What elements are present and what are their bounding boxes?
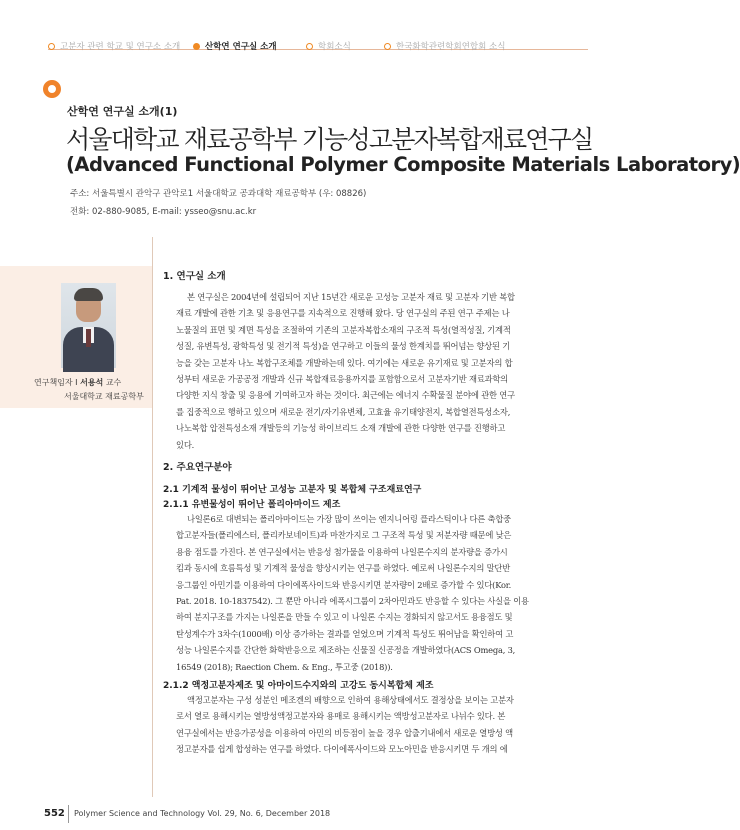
profile-caption: [34, 377, 121, 388]
nav-item-news[interactable]: 학회소식: [306, 40, 351, 52]
journal-citation: Polymer Science and Technology Vol. 29, No. 6, December 2018: [74, 809, 331, 818]
profile-position: 교수: [105, 378, 122, 387]
nav-dot-icon: [306, 43, 313, 50]
nav-item-lab-intro[interactable]: 산학연 연구실 소개: [193, 40, 277, 52]
column-divider: [152, 237, 153, 797]
section-tag: 산학연 연구실 소개(1): [67, 105, 178, 118]
footer-divider: [68, 805, 69, 823]
section-1-heading: 1. 연구실 소개: [163, 271, 226, 282]
page-number: 552: [44, 808, 65, 819]
profile-affiliation: 서울대학교 재료공학부: [64, 392, 144, 401]
page-title-korean: 서울대학교 재료공학부 기능성고분자복합재료연구실: [66, 125, 593, 154]
nav-item-school[interactable]: 고분자 관련 학교 및 연구소 소개: [48, 40, 180, 52]
contact-info: 전화: 02-880-9085, E-mail: ysseo@snu.ac.kr: [70, 207, 257, 217]
nav-dot-icon: [193, 43, 200, 50]
professor-photo: [61, 283, 116, 368]
profile-role: 연구책임자 I: [34, 378, 78, 387]
section-1-paragraph: 본 연구실은 2004년에 설립되어 지난 15년간 새로운 고성능 고분자 재료 및 고분자 기반 복합 재료 개발에 관한 기초 및 응용연구를 지속적으로 진행해 왔다. 당 연구실의 주된 연구 주제는 나 노물질의 표면 및 계면 특성을 조절하여 기존의 고분자복합소재의 구조적 특성(열적성질, 기계적 성질, 유변특성, 광학특성 및 전기적 특성)을 연구하고 이들의 물성 한계치를 뛰어넘는 향상된 기 능을 갖는 고분자 나노 복합구조체를 개발하는데 있다. 여기에는 새로운 유기재료 및 고분자의 합 성부터 새로운 가공공정 개발과 신규 복합재료응용까지를 포함함으로서 고분자기반 재료과학의 다양한 지식 창출 및 응용에 기여하고자 하는 것이다. 최근에는 에너지 수확물질 분야에 관한 연구 를 집중적으로 행하고 있으며 새로운 전기/자기유변체, 고효율 유기태양전지, 복합열전특성소자, 나노복합 압전특성소재 개발등의 기능성 하이브리드 소재 개발에 관한 다양한 연구를 진행하고 있다.: [176, 292, 515, 450]
subsection-2-1-2-heading: 2.1.2 액정고분자제조 및 아마이드수지와의 고강도 동시복합체 제조: [163, 681, 434, 691]
subsection-2-1-2-paragraph: 액정고분자는 구성 성분인 메조겐의 배향으로 인하여 용해상태에서도 결정상을 보이는 고분자 로서 열로 용해시키는 열방성액정고분자와 용매로 용해시키는 액방성고분자로 나뉘수 있다. 본 연구실에서는 반응가공성을 이용하여 아민의 비등점이 높을 경우 압출기내에서 새로운 열방성 액 정고분자를 쉽게 합성하는 연구를 하였다. 다이에폭사이드와 모노아민을 반응시키면 두 개의 에: [176, 695, 514, 755]
subsection-2-1-heading: 2.1 기계적 물성이 뛰어난 고성능 고분자 및 복합체 구조재료연구: [163, 485, 422, 495]
page-title-english: (Advanced Functional Polymer Composite Materials Laboratory): [66, 153, 740, 176]
subsection-2-1-1-paragraph: 나일론6로 대변되는 폴리아마이드는 가장 많이 쓰이는 엔지니어링 플라스틱이나 다른 축합중 합고분자들(폴리에스터, 폴리카보네이트)과 마찬가지로 그 구조적 특성 및 저분자량 때문에 낮은 용융 점도를 가진다. 본 연구실에서는 반응성 첨가물을 이용하여 나일론수지의 분자량을 증가시 킴과 동시에 흐름특성 및 기계적 물성을 향상시키는 연구를 하였다. 예로써 나일론수지의 말단반 응그룹인 아민기를 이용하여 다이에폭사이드와 반응시키면 분자량이 2배로 증가할 수 있다(Kor. Pat. 2018. 10-1837542). 그 뿐만 아니라 에폭시그룹이 2차아민과도 반응할 수 있다는 사실을 이용 하여 분지구조를 가지는 나일론을 만들 수 있고 이 나일론 수지는 경화되지 않고서도 용융점도 및 탄성계수가 3차수(1000배) 이상 증가하는 결과를 얻었으며 기계적 특성도 뛰어남을 확인하여 고 성능 나일론수지를 간단한 화학반응으로 제조하는 신물질 신공정을 개발하였다(ACS Omega, 3, 16549 (2018); Raection Chem. & Eng., 투고중 (2018)).: [176, 514, 529, 672]
profile-name: 서용석: [80, 378, 104, 387]
subsection-2-1-1-heading: 2.1.1 유변물성이 뛰어난 폴리아마이드 제조: [163, 500, 341, 510]
section-ring-icon: [43, 80, 61, 98]
address: 주소: 서울특별시 관악구 관악로1 서울대학교 공과대학 재료공학부 (우: 08826): [70, 189, 367, 199]
nav-item-federation[interactable]: 한국화학관련학회연합회 소식: [384, 40, 505, 52]
nav-dot-icon: [48, 43, 55, 50]
section-2-heading: 2. 주요연구분야: [163, 462, 232, 473]
nav-dot-icon: [384, 43, 391, 50]
